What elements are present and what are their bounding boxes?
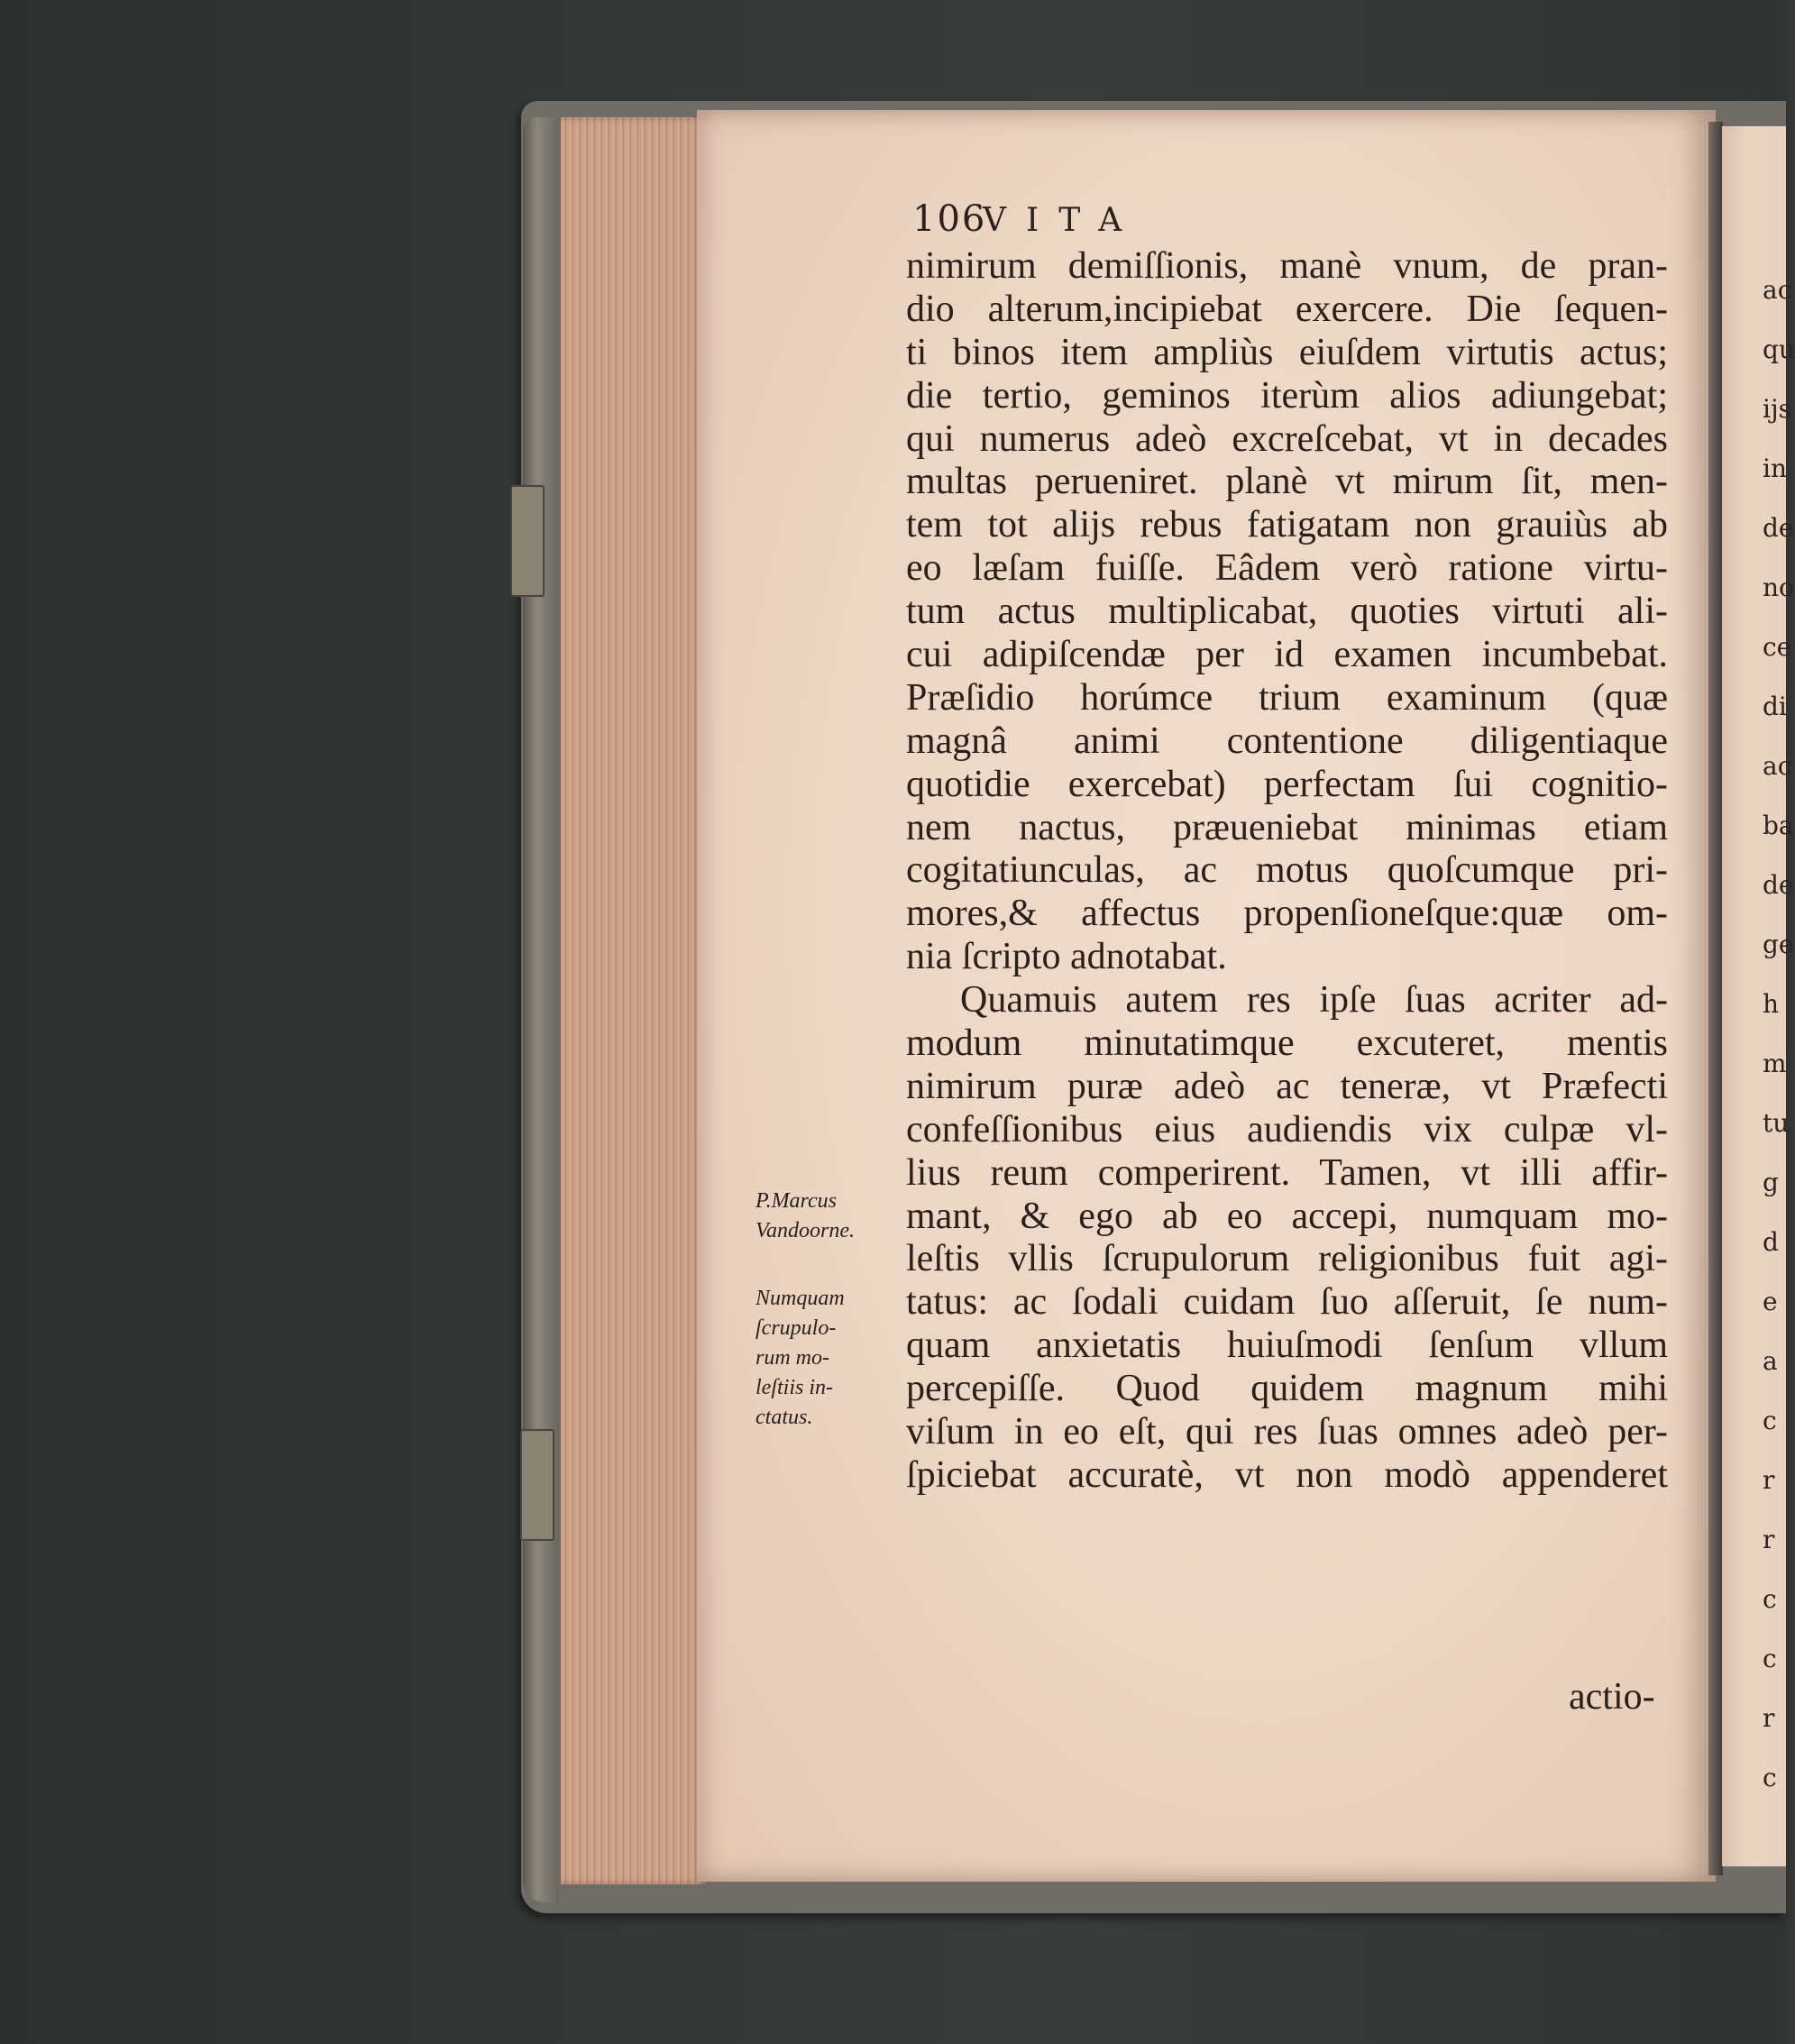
clasp-lower — [520, 1429, 554, 1541]
facing-page-fragment: tu — [1763, 1108, 1790, 1138]
text-line: quotidie exercebat) perfectam ſui cognitio- — [906, 763, 1668, 805]
facing-page-fragment: ijs — [1763, 394, 1792, 424]
facing-page-fragment: ba — [1763, 811, 1794, 840]
facing-page-fragment: de — [1763, 870, 1794, 900]
facing-page-fragment: e — [1763, 1287, 1778, 1316]
facing-page-fragment: r — [1763, 1703, 1775, 1733]
text-line: tem tot alijs rebus fatigatam non grauiùs ab — [906, 504, 1668, 546]
text-line: confeſſionibus eius audiendis vix culpæ vl- — [906, 1108, 1668, 1150]
text-line: lius reum comperirent. Tamen, vt illi affir- — [906, 1151, 1668, 1194]
facing-page-fragment: c — [1763, 1763, 1777, 1792]
margin-note-line: ctatus. — [756, 1406, 813, 1429]
text-line: tatus: ac ſodali cuidam ſuo aſſeruit, ſe num- — [906, 1281, 1668, 1324]
book-spine-edge — [523, 117, 559, 1902]
margin-note-scruples — [756, 1284, 845, 1433]
text-line: cui adipiſcendæ per id examen incumbebat. — [906, 634, 1668, 676]
text-line: cogitatiunculas, ac motus quoſcumque pri- — [906, 849, 1668, 892]
facing-page-fragment: de — [1763, 513, 1794, 543]
text-line: die tertio, geminos iterùm alios adiungebat; — [906, 374, 1668, 417]
running-title: VITA — [983, 202, 1142, 239]
text-line: mores,& affectus propenſioneſque:quæ om- — [906, 893, 1668, 935]
text-line: viſum in eo eſt, qui res ſuas omnes adeò per- — [906, 1411, 1668, 1453]
facing-page-fragment: h — [1763, 989, 1780, 1019]
text-line: modum minutatimque excuteret, mentis — [906, 1022, 1668, 1065]
text-line: qui numerus adeò excreſcebat, vt in decades — [906, 417, 1668, 460]
margin-note-line: Vandoorne. — [756, 1219, 855, 1242]
text-line: quam anxietatis huiuſmodi ſenſum vllum — [906, 1324, 1668, 1367]
catchword: actio- — [1569, 1676, 1655, 1718]
text-line: ſpiciebat accuratè, vt non modò appenderet — [906, 1453, 1668, 1496]
facing-page-fragment: a — [1763, 1346, 1778, 1376]
facing-page-fragment: c — [1763, 1644, 1777, 1673]
text-line: nimirum puræ adeò ac teneræ, vt Præfecti — [906, 1065, 1668, 1107]
facing-page-fragment: r — [1763, 1525, 1775, 1554]
facing-page-fragment: r — [1763, 1465, 1775, 1495]
facing-page-fragment: c — [1763, 1584, 1777, 1614]
text-line: dio alterum,incipiebat exercere. Die ſequen- — [906, 288, 1668, 330]
text-line: mant, & ego ab eo accepi, numquam mo- — [906, 1195, 1668, 1237]
text-line: multas perueniret. planè vt mirum ſit, men- — [906, 461, 1668, 503]
margin-note-line: rum mo- — [756, 1346, 829, 1370]
margin-note-line: ſcrupulo- — [756, 1316, 837, 1340]
margin-note-name — [756, 1187, 855, 1246]
facing-page-fragment: no — [1763, 573, 1794, 602]
page-edge-stack — [561, 117, 705, 1884]
text-line: leſtis vllis ſcrupulorum religionibus fuit agi- — [906, 1238, 1668, 1280]
body-text — [906, 245, 1668, 1498]
margin-note-line: leſtiis in- — [756, 1376, 833, 1399]
margin-note-line: Numquam — [756, 1287, 845, 1310]
text-line: nimirum demiſſionis, manè vnum, de pran- — [906, 245, 1668, 287]
facing-page-fragment: m — [1763, 1049, 1787, 1078]
facing-page-fragment: d — [1763, 1227, 1779, 1257]
page-gutter — [1708, 122, 1723, 1875]
text-line: nem nactus, præueniebat minimas etiam — [906, 806, 1668, 848]
text-line: tum actus multiplicabat, quoties virtuti ali- — [906, 591, 1668, 633]
facing-page-fragment: ge — [1763, 930, 1794, 959]
clasp-upper — [510, 485, 545, 597]
facing-page-fragment: ce — [1763, 632, 1792, 662]
page-number: 106 — [912, 198, 987, 240]
text-line: percepiſſe. Quod quidem magnum mihi — [906, 1368, 1668, 1410]
facing-page-fragment: di — [1763, 692, 1787, 721]
margin-note-line: P.Marcus — [756, 1189, 837, 1213]
facing-page-fragment: g — [1763, 1168, 1779, 1197]
facing-page-fragment: qu — [1763, 335, 1795, 364]
text-line: eo læſam fuiſſe. Eâdem verò ratione virtu- — [906, 547, 1668, 590]
text-line: ti binos item ampliùs eiuſdem virtutis actus; — [906, 331, 1668, 373]
facing-page-fragment: ac — [1763, 275, 1792, 305]
text-line: Præſidio horúmce trium examinum (quæ — [906, 676, 1668, 719]
facing-page-fragment: c — [1763, 1406, 1777, 1435]
facing-page-fragment: ac — [1763, 751, 1792, 781]
facing-page-fragment: in — [1763, 454, 1787, 483]
text-line: nia ſcripto adnotabat. — [906, 936, 1227, 978]
text-line: Quamuis autem res ipſe ſuas acriter ad- — [960, 979, 1668, 1022]
text-line: magnâ animi contentione diligentiaque — [906, 720, 1668, 762]
